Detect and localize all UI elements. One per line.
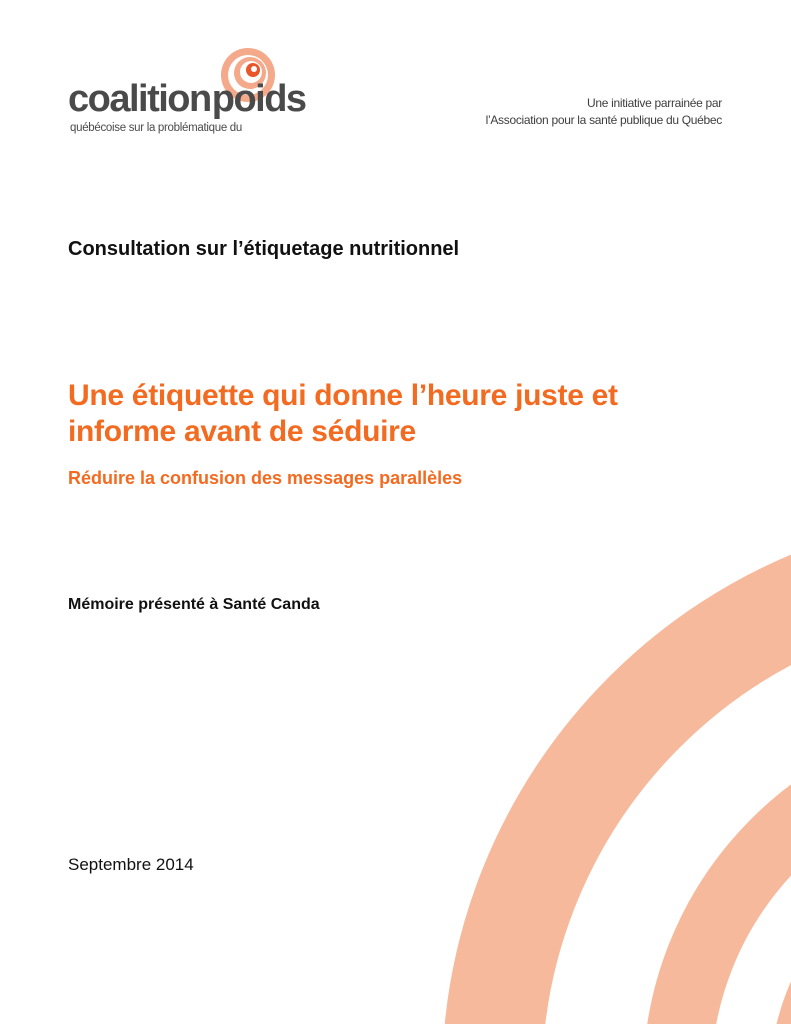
sponsor-line-2: l’Association pour la santé publique du Québec [485,113,722,127]
sponsor-note [486,95,722,129]
document-title [68,378,748,450]
logo-word-main: coalition [68,78,211,120]
document-title-line-2: informe avant de séduire [68,415,416,448]
logo-tagline: québécoise sur la problématique du [70,122,243,134]
arc-middle [677,745,791,1024]
logo-wordmark [68,80,306,118]
memoire-statement: Mémoire présenté à Santé Canda [68,596,320,613]
document-title-line-1: Une étiquette qui donne l’heure juste et [68,379,618,412]
arc-outer [492,560,791,1024]
coalition-poids-logo [68,46,338,138]
document-subtitle: Réduire la confusion des messages parallèles [68,468,463,488]
logo-word-accent: poids [211,78,306,120]
sponsor-line-1: Une initiative parrainée par [586,96,722,110]
document-date: Septembre 2014 [68,855,194,874]
consultation-heading: Consultation sur l’étiquetage nutritionnel [68,238,460,260]
